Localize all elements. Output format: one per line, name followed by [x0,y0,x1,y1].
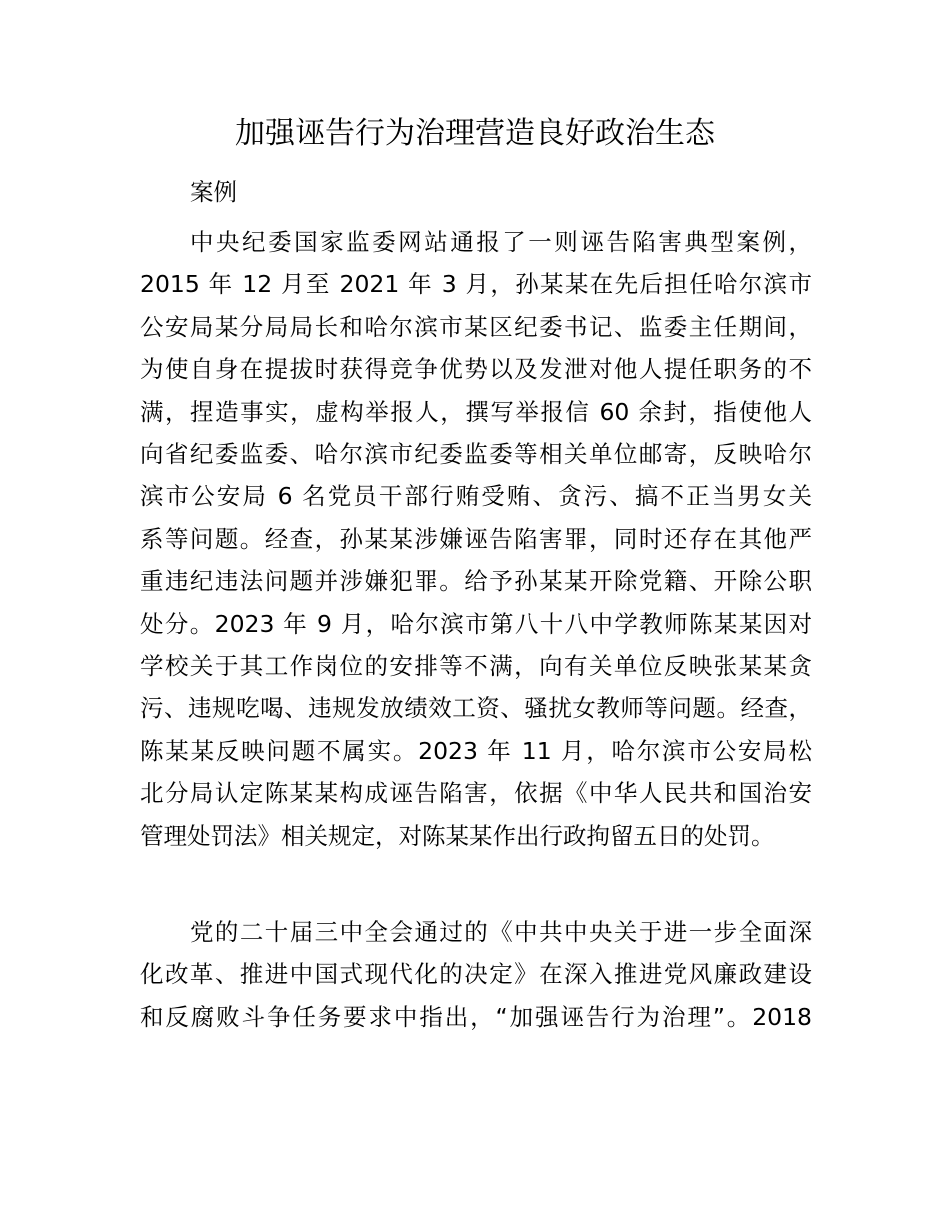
paragraph-line: 北分局认定陈某某构成诬告陷害，依据《中华人民共和国治安 [140,779,812,808]
paragraph-line: 向省纪委监委、哈尔滨市纪委监委等相关单位邮寄，反映哈尔 [140,440,812,468]
paragraph-line: 陈某某反映问题不属实。2023 年 11 月，哈尔滨市公安局松 [140,736,812,765]
section-heading: 案例 [190,178,237,206]
paragraph-line: 公安局某分局局长和哈尔滨市某区纪委书记、监委主任期间， [140,312,812,341]
document-title: 加强诬告行为治理营造良好政治生态 [235,116,715,151]
paragraph-line: 污、违规吃喝、违规发放绩效工资、骚扰女教师等问题。经查， [140,694,812,723]
paragraph-line: 管理处罚法》相关规定，对陈某某作出行政拘留五日的处罚。 [140,821,775,850]
paragraph-line: 和反腐败斗争任务要求中指出，“加强诬告行为治理”。2018 [140,1002,812,1031]
paragraph-line: 满，捏造事实，虚构举报人，撰写举报信 60 余封，指使他人 [140,397,812,426]
paragraph-line: 重违纪违法问题并涉嫌犯罪。给予孙某某开除党籍、开除公职 [140,567,812,596]
paragraph-line: 中央纪委国家监委网站通报了一则诬告陷害典型案例， [190,228,812,256]
paragraph-line: 党的二十届三中全会通过的《中共中央关于进一步全面深 [190,918,812,946]
paragraph-line: 滨市公安局 6 名党员干部行贿受贿、贪污、搞不正当男女关 [140,482,812,511]
paragraph-line: 学校关于其工作岗位的安排等不满，向有关单位反映张某某贪 [140,652,812,680]
paragraph-line: 化改革、推进中国式现代化的决定》在深入推进党风廉政建设 [140,960,812,989]
paragraph-line: 为使自身在提拔时获得竞争优势以及发泄对他人提任职务的不 [140,355,812,384]
paragraph-line: 2015 年 12 月至 2021 年 3 月，孙某某在先后担任哈尔滨市 [140,270,812,299]
paragraph-line: 系等问题。经查，孙某某涉嫌诬告陷害罪，同时还存在其他严 [140,524,812,553]
paragraph-line: 处分。2023 年 9 月，哈尔滨市第八十八中学教师陈某某因对 [140,609,812,638]
